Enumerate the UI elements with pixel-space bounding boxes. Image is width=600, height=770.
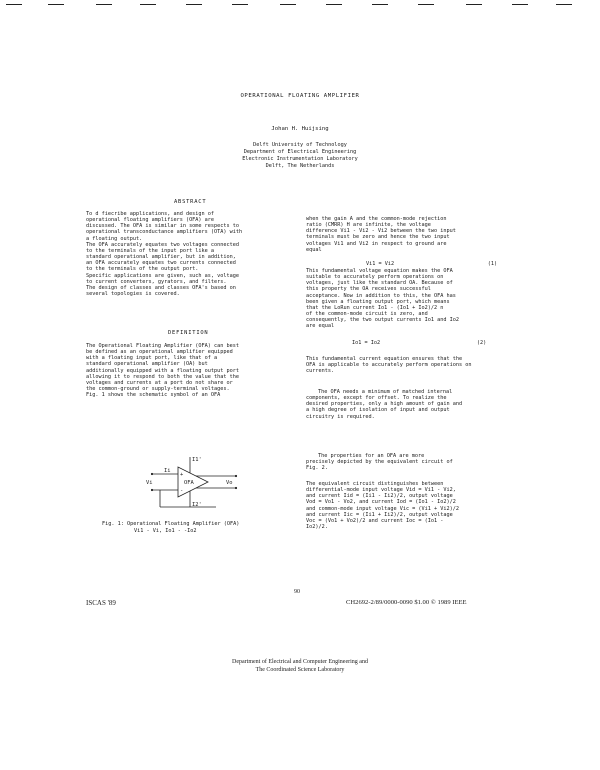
right-paragraph-4: The OFA needs a minimum of matched internal components, except for offset. To realize the desired properties, only a high amount of gain and a high degree of isolation of input and output circuitry is required. — [306, 389, 463, 420]
label-vo: Vo — [226, 480, 233, 486]
ofa-label: OFA — [184, 480, 194, 486]
right-paragraph-3: This fundamental current equation ensures that the OFA is applicable to accurately perform operations on currents. — [306, 356, 472, 375]
library-stamp-line-1: Department of Electrical and Computer Engineering and — [232, 659, 368, 665]
label-vi: Vi — [146, 480, 153, 486]
equation-2: Io1 = Io2 (2) — [352, 340, 487, 346]
right-paragraph-2: This fundamental voltage equation makes the OFA suitable to accurately perform operations on voltages, just like the standard OA. Because of this property the OA receives successful acceptance. Now in addition to this, the OFA has been given a floating output port, which means that the LoRun current Io1 - (Io1 + Io2)/2 n of the common-mode circuit is zero, and consequently, the two output currents Io1 and Io2 are equal — [306, 268, 460, 330]
library-stamp-line-2: The Coordinated Science Laboratory — [255, 667, 345, 673]
equation-1: Vi1 = Vi2 (1) — [366, 261, 498, 267]
footer-copyright: CH2692-2/89/0000-0090 $1.00 © 1989 IEEE — [346, 599, 467, 606]
footer-venue: ISCAS '89 — [86, 599, 116, 607]
minus-sign: - — [180, 488, 184, 494]
abstract-body: To d fiecribe applications, and design of operational floating amplifiers (OFA) are discussed. The OFA is similar in some respects to operational transconductance amplifiers (OTA) with a floating output. The OFA accurately equates two voltages connected to the terminals of the input port like a standard operational amplifier, but in addition, an OFA accurately equates two currents connected to the terminals of the output port. Specific applications are given, such as, voltage to current converters, gyrators, and filters. The design of classes and classes OFA's based on several topologies is covered. — [86, 211, 243, 298]
definition-heading: DEFINITION — [168, 330, 209, 336]
right-paragraph-5: The properties for an OFA are more precisely depicted by the equivalent circuit of Fig. 2. — [306, 453, 453, 472]
definition-body: The Operational Floating Amplifier (OFA) can best be defined as an operational amplifier equipped with a floating input port, like that of a standard operational amplifier (OA) but additionally equipped with a floating output port allowing it to respond to both the value that the voltages and currents at a port do not share or the common-ground or supply-terminal voltages. Fig. 1 shows the schematic symbol of an OFA — [86, 343, 240, 399]
affiliation-line-3: Electronic Instrumentation Laboratory — [242, 156, 358, 162]
figure-caption-1: Fig. 1: Operational Floating Amplifier (OFA) — [102, 521, 240, 527]
right-paragraph-6: The equivalent circuit distinguishes between differential-mode input voltage Vid = Vi1 - Vi2, and current Iid = (Ii1 - Ii2)/2, output voltage Vod = Vo1 - Vo2, and current Iod = (Io1 - Io2)/2 and common-mode input voltage Vic = (Vi1 + Vi2)/2 and current Iic = (Ii1 + Ii2)/2, output voltage Voc = (Vo1 + Vo2)/2 and current Ioc = (Io1 - Io2)/2. — [306, 481, 460, 531]
affiliation-line-1: Delft University of Technology — [253, 142, 347, 148]
page-number: 90 — [294, 589, 300, 595]
ofa-schematic-figure — [146, 453, 256, 515]
paper-title: OPERATIONAL FLOATING AMPLIFIER — [240, 93, 360, 99]
author: Johan H. Huijsing — [271, 126, 329, 132]
label-i2: I2' — [192, 502, 202, 508]
affiliation-line-4: Delft, The Netherlands — [265, 163, 335, 169]
label-ii: Ii — [164, 468, 171, 474]
abstract-heading: ABSTRACT — [174, 199, 207, 205]
affiliation-line-2: Department of Electrical Engineering — [243, 149, 357, 155]
plus-sign: + — [180, 472, 184, 478]
label-i1: I1' — [192, 457, 202, 463]
figure-caption-2: Vi1 - Vi, Io1 - -Io2 — [134, 528, 197, 534]
right-paragraph-1: when the gain A and the common-mode rejection ratio (CMRR) H are infinite, the voltage difference Vi1 - Vi2 - Vi2 between the two input terminals must be zero and hence the two input voltages Vi1 and Vi2 in respect to ground are equal — [306, 216, 456, 253]
